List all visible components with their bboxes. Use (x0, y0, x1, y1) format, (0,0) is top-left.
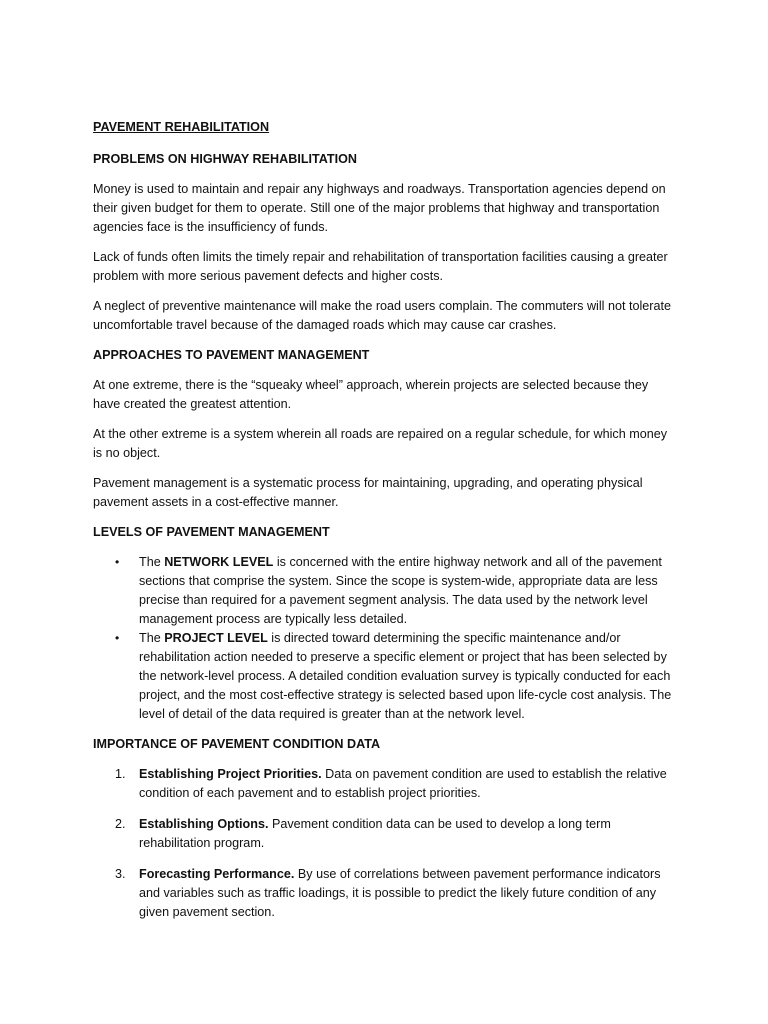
bullet-icon: • (115, 631, 120, 645)
paragraph: Pavement management is a systematic process for maintaining, upgrading, and operating physical pavement assets in a cost-effective manner. (93, 476, 643, 509)
list-item (93, 553, 677, 629)
list-item (93, 865, 677, 922)
section-heading-approaches: APPROACHES TO PAVEMENT MANAGEMENT (93, 348, 370, 362)
item-term: PROJECT LEVEL (164, 631, 268, 645)
paragraph: Money is used to maintain and repair any highways and roadways. Transportation agencies depend on their given budget for them to operate. Still one of the major problems that highway and transportation agencies face is the insufficiency of funds. (93, 182, 666, 234)
item-text: is concerned with the entire highway network and all of the pavement sections that comprise the system. Since the scope is system-wide, appropriate data are less precise than required for a pavement segment analysis. The data used by the network level management process are typically less detailed. (139, 555, 662, 626)
item-text: By use of correlations between pavement performance indicators and variables such as traffic loadings, it is possible to predict the likely future condition of any given pavement section. (139, 867, 661, 919)
item-text: Pavement condition data can be used to develop a long term rehabilitation program. (139, 817, 611, 850)
paragraph: At one extreme, there is the “squeaky wheel” approach, wherein projects are selected because they have created the greatest attention. (93, 378, 649, 411)
item-prefix: The (139, 555, 165, 569)
list-item (93, 815, 677, 853)
item-prefix: The (139, 631, 165, 645)
importance-numbered-list (93, 765, 677, 922)
item-term: Establishing Options. (139, 817, 269, 831)
item-number: 1. (115, 767, 126, 781)
levels-bullet-list (93, 553, 677, 724)
paragraph: Lack of funds often limits the timely repair and rehabilitation of transportation facilities causing a greater problem with more serious pavement defects and higher costs. (93, 250, 668, 283)
paragraph: At the other extreme is a system wherein all roads are repaired on a regular schedule, for which money is no object. (93, 427, 667, 460)
list-item (93, 629, 677, 724)
item-term: Establishing Project Priorities. (139, 767, 322, 781)
bullet-icon: • (115, 555, 120, 569)
section-heading-problems: PROBLEMS ON HIGHWAY REHABILITATION (93, 152, 358, 166)
section-heading-levels: LEVELS OF PAVEMENT MANAGEMENT (93, 525, 330, 539)
document-title: PAVEMENT REHABILITATION (93, 120, 270, 134)
item-term: NETWORK LEVEL (164, 555, 274, 569)
item-number: 2. (115, 817, 126, 831)
list-item (93, 765, 677, 803)
item-text: is directed toward determining the specific maintenance and/or rehabilitation action needed to preserve a specific element or project that has been selected by the network-level process. A detailed condition evaluation survey is typically conducted for each project, and the most cost-effective strategy is selected based upon life-cycle cost analysis. The level of detail of the data required is greater than at the network level. (139, 631, 672, 721)
section-heading-importance: IMPORTANCE OF PAVEMENT CONDITION DATA (93, 737, 381, 751)
item-term: Forecasting Performance. (139, 867, 295, 881)
document-page (93, 118, 677, 934)
item-number: 3. (115, 867, 126, 881)
item-text: Data on pavement condition are used to establish the relative condition of each pavement and to establish project priorities. (139, 767, 667, 800)
paragraph: A neglect of preventive maintenance will make the road users complain. The commuters will not tolerate uncomfortable travel because of the damaged roads which may cause car crashes. (93, 299, 671, 332)
